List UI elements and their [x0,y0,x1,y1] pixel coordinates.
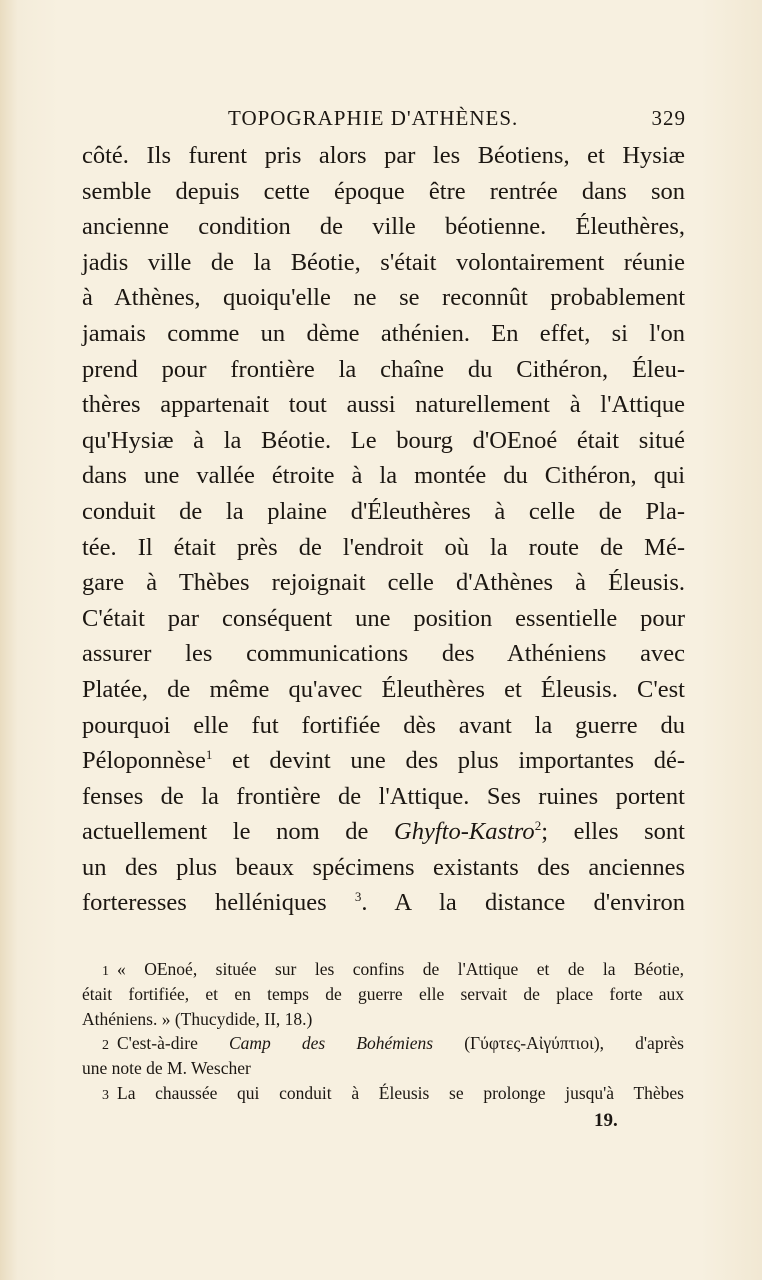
footnote-number: 2 [102,1038,109,1054]
text-line: côté. Ils furent pris alors par les Béotiens, et Hysiæ [82,142,685,169]
footnote-line: Athéniens. » (Thucydide, II, 18.) [82,1008,313,1029]
text-line: semble depuis cette époque être rentrée dans son [82,177,685,205]
text-line: jadis ville de la Béotie, s'était volontairement réunie [82,248,685,276]
footnote-line: une note de M. Wescher [82,1058,251,1079]
footnotes [82,957,684,1106]
running-header [82,106,686,136]
text-line [82,885,685,921]
footnote-number: 3 [102,1087,109,1103]
italic-place-name: Ghyfto-Kastro [394,818,535,846]
text-line: jamais comme un dème athénien. En effet, si l'on [82,319,685,347]
footnote-1 [82,957,684,982]
footnote-2 [82,1031,684,1056]
footnote-text: C'est-à-dire [117,1033,229,1054]
text-line: tée. Il était près de l'endroit où la route de Mé- [82,533,685,561]
footnote-number: 1 [102,964,109,979]
footnote-text: (Γύφτες-Αἰγύπτιοι), d'après [433,1033,684,1054]
text-run: et devint une des plus importantes dé- [212,747,685,775]
text-run: Péloponnèse [82,747,206,775]
footnote-line: était fortifiée, et en temps de guerre elle servait de place forte aux [82,983,684,1004]
page-number: 329 [651,106,686,130]
text-line [82,743,685,779]
text-line: prend pour frontière la chaîne du Cithéron, Éleu- [82,355,685,383]
footnote-text: La chaussée qui conduit à Éleusis se prolonge jusqu'à Thèbes [117,1082,684,1103]
running-title: TOPOGRAPHIE D'ATHÈNES. [228,106,519,130]
text-line: assurer les communications des Athéniens avec [82,640,685,668]
text-line: à Athènes, quoiqu'elle ne se reconnût probablement [82,284,685,312]
text-line: qu'Hysiæ à la Béotie. Le bourg d'OEnoé était situé [82,426,685,454]
text-line: pourquoi elle fut fortifiée dès avant la guerre du [82,711,685,739]
body-text [82,138,685,921]
footnote-ref-3[interactable]: 3 [354,889,362,905]
text-line: conduit de la plaine d'Éleuthères à celle de Pla- [82,497,685,525]
text-line [82,814,685,850]
text-run: ; elles sont [541,818,685,846]
footnote-text: « OEnoé, située sur les confins de l'Attique et de la Béotie, [117,959,684,979]
italic-text: Camp des Bohémiens [229,1033,434,1054]
footnote-3 [82,1081,684,1106]
text-line: C'était par conséquent une position essentielle pour [82,604,685,632]
text-run: actuellement le nom de [82,818,395,846]
text-line: ancienne condition de ville béotienne. Éleuthères, [82,213,685,241]
text-line: dans une vallée étroite à la montée du Cithéron, qui [82,462,685,490]
text-line: un des plus beaux spécimens existants des anciennes [82,853,685,881]
footnote-ref-1[interactable]: 1 [205,746,213,762]
text-run: forteresses helléniques [82,889,355,917]
signature-mark: 19. [594,1110,618,1131]
footnote-ref-2[interactable]: 2 [534,818,542,834]
text-line: fenses de la frontière de l'Attique. Ses ruines portent [82,782,685,810]
text-line: thères appartenait tout aussi naturellement à l'Attique [82,391,685,419]
text-line: Platée, de même qu'avec Éleuthères et Éleusis. C'est [82,675,685,703]
text-run: . A la distance d'environ [361,889,685,917]
text-line: gare à Thèbes rejoignait celle d'Athènes à Éleusis. [82,569,685,597]
